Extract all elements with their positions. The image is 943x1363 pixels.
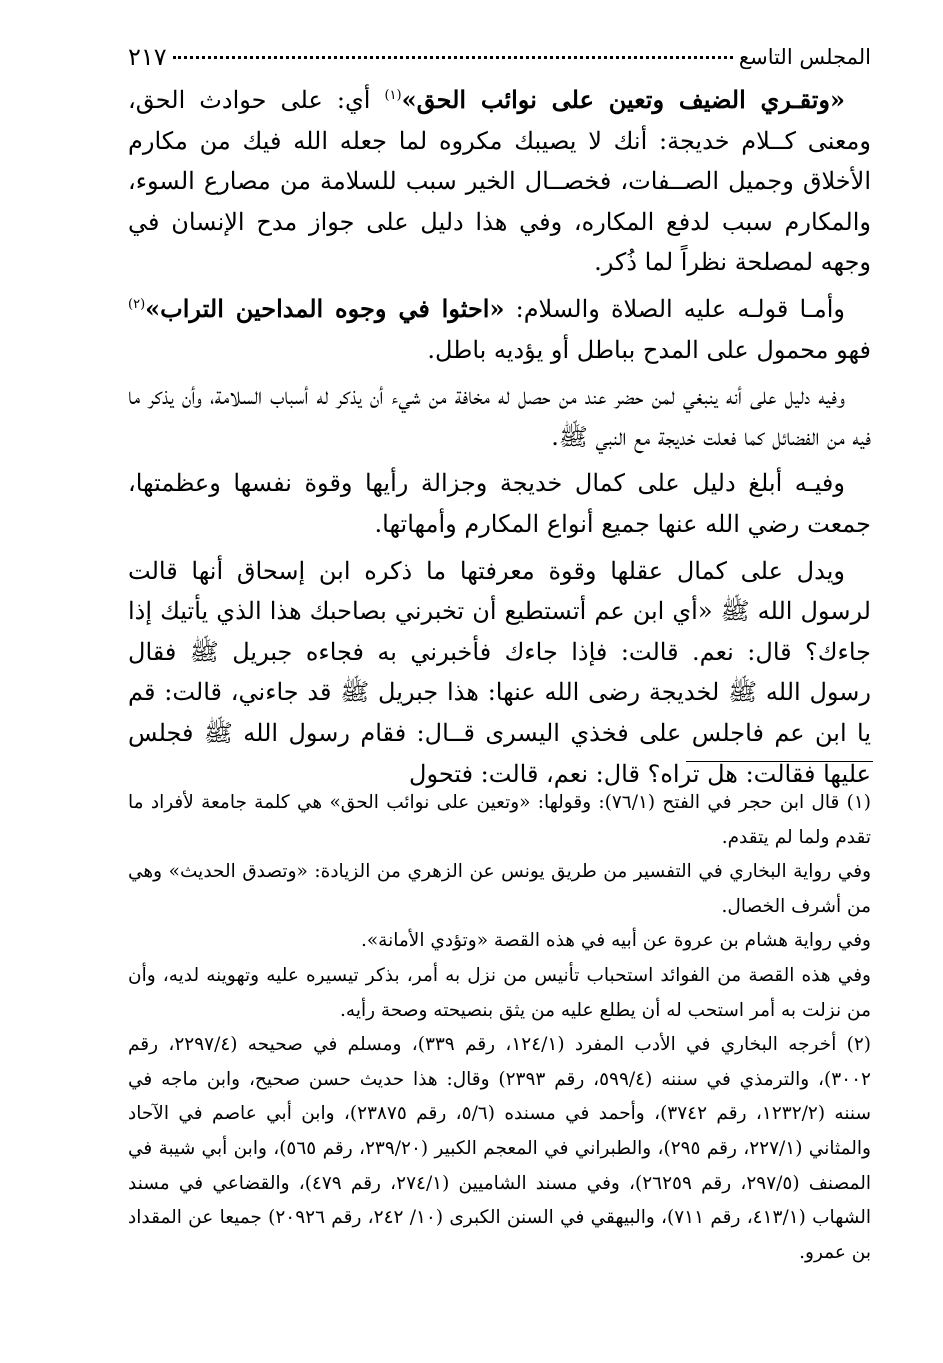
paragraph-2-start: وأمـا قولـه عليه الصلاة والسلام: <box>504 294 845 323</box>
hadith-quote: «وتقـري الضيف وتعين على نوائب الحق» <box>401 85 845 114</box>
footnote-1-cont-b: وفي رواية هشام بن عروة عن أبيه في هذه القصة «وتؤدي الأمانة». <box>360 930 871 952</box>
footnote-1-cont-c: وفي هذه القصة من الفوائد استحباب تأنيس من نزل به أمر، بذكر تيسيره عليه وتهوينه لديه، وأن من نزلت به أمر استحب له أن يطلع عليه من يثق بنصيحته وصحة رأيه. <box>128 964 871 1021</box>
header-dotted-leader <box>173 56 733 59</box>
paragraph-4: وفيـه أبلغ دليل على كمال خديجة وجزالة رأيها وقوة نفسها وعظمتها، جمعت رضي الله عنها جميع أنواع المكارم وأمهاتها. <box>128 469 871 538</box>
footnote-2: (٢) أخرجه البخاري في الأدب المفرد (١٢٤/١، رقم ٣٣٩)، ومسلم في صحيحه (٢٢٩٧/٤، رقم ٣٠٠٢)، والترمذي في سننه (٥٩٩/٤، رقم ٢٣٩٣) وقال: هذا حديث حسن صحيح، وابن ماجه في سننه (١٢٣٢/٢، رقم ٣٧٤٢)، وأحمد في مسنده (٥/٦، رقم ٢٣٨٧٥)، وابن أبي عاصم في الآحاد والمثاني (٢٢٧/١، رقم ٢٩٥)، والطبراني في المعجم الكبير (٢٣٩/٢٠، رقم ٥٦٥)، وابن أبي شيبة في المصنف (٢٩٧/٥، رقم ٢٦٢٥٩)، وفي مسند الشاميين (٢٧٤/١، رقم ٤٧٩)، والقضاعي في مسند الشهاب (٤١٣/١، رقم ٧١١)، والبيهقي في السنن الكبرى (١٠/ ٢٤٢، رقم ٢٠٩٢٦) جميعا عن المقداد بن عمرو. <box>128 1034 872 1263</box>
paragraph-1-text: أي: على حوادث الحق، ومعنى كــلام خديجة: أنك لا يصيبك مكروه لما جعله الله فيك من مكارم الأخلاق وجميل الصــفات، فخصــال الخير سبب للسلامة من مصارع السوء، والمكارم سبب لدفع المكاره، وفي هذا دليل على جواز مدح الإنسان في وجهه لمصلحة نظراً لما ذُكر. <box>128 86 872 277</box>
paragraph-5: ويدل على كمال عقلها وقوة معرفتها ما ذكره ابن إسحاق أنها قالت لرسول الله ﷺ «أي ابن عم أتستطيع أن تخبرني بصاحبك هذا الذي يأتيك إذا جاءك؟ قال: نعم. قالت: فإذا جاءك فأخبرني به فجاءه جبريل ﷺ فقال رسول الله ﷺ لخديجة رضى الله عنها: هذا جبريل ﷺ قد جاءني، قالت: قم يا ابن عم فاجلس على فخذي اليسرى قــال: فقام رسول الله ﷺ فجلس عليها فقالت: هل تراه؟ قال: نعم، قالت: فتحول <box>128 556 871 788</box>
hadith-quote-2: «احثوا في وجوه المداحين التراب» <box>145 293 505 323</box>
footnote-1: (١) قال ابن حجر في الفتح (٧٦/١): وقولها: «وتعين على نوائب الحق» هي كلمة جامعة لأفراد ما تقدم ولما لم يتقدم. <box>128 792 871 848</box>
paragraph-1 <box>128 80 871 283</box>
footnote-ref-2: (٢) <box>128 296 146 312</box>
footnote-ref-1: (١) <box>384 88 402 103</box>
running-title: المجلس التاسع <box>738 45 871 69</box>
page-header <box>128 40 871 74</box>
paragraph-3: وفيه دليل على أنه ينبغي لمن حضر عند من حصل له مخافة من شيء أن يذكر له أسباب السلامة، وأن يذكر ما فيه من الفضائل كما فعلت خديجة مع النبي ﷺ. <box>128 382 871 451</box>
footnote-separator <box>686 761 873 762</box>
main-text <box>128 80 871 800</box>
footnote-1-cont-a: وفي رواية البخاري في التفسير من طريق يونس عن الزهري من الزيادة: «وتصدق الحديث» وهي من أشرف الخصال. <box>128 861 871 917</box>
paragraph-2 <box>128 289 871 370</box>
footnotes <box>128 786 871 1270</box>
paragraph-2-end: فهو محمول على المدح بباطل أو يؤديه باطل. <box>427 335 871 364</box>
page-number: ٢١٧ <box>128 43 167 71</box>
